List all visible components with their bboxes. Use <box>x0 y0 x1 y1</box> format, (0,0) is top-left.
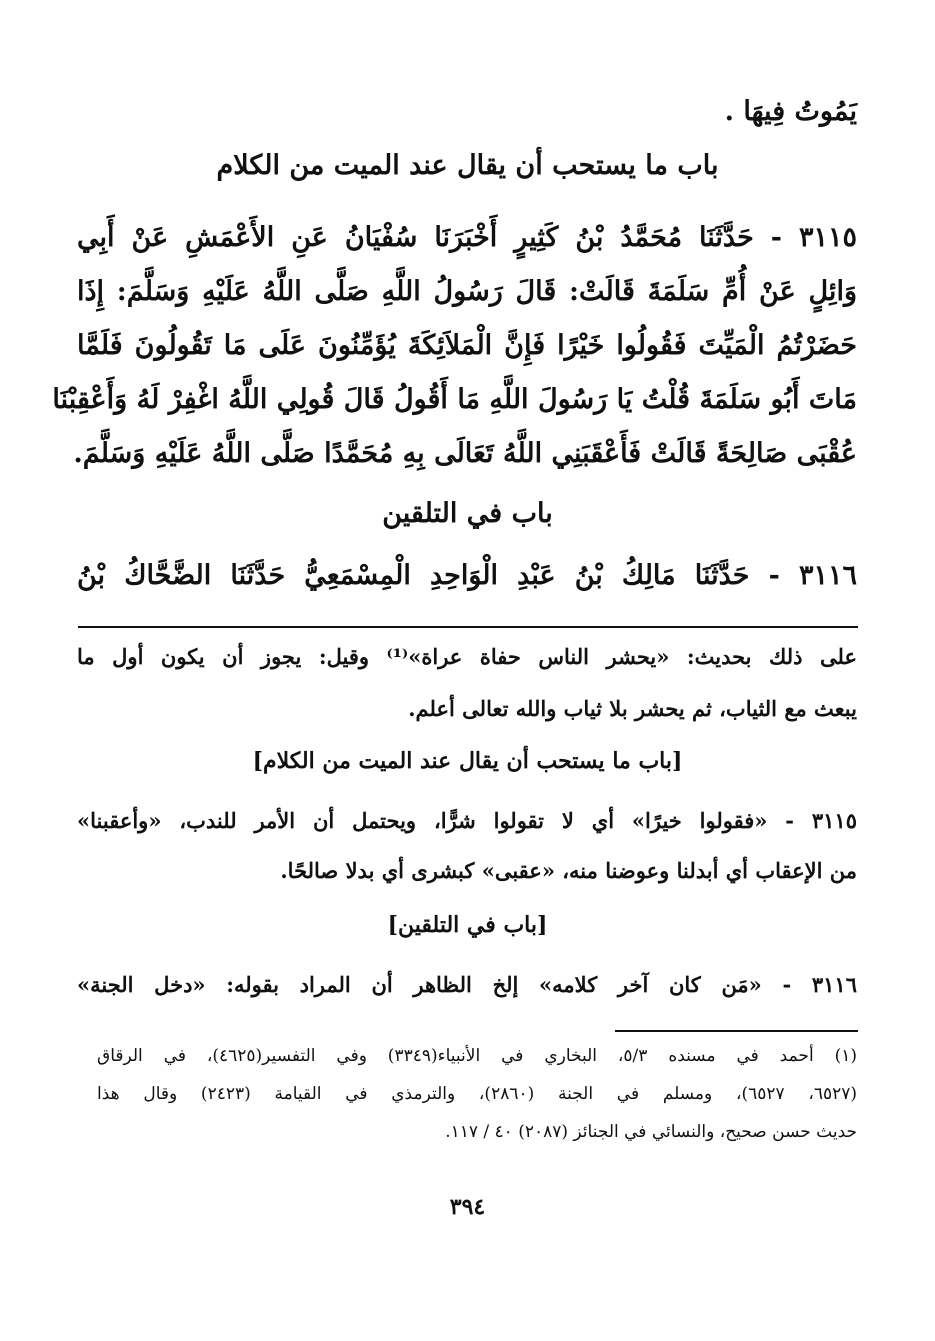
chapter-heading-2: باب في التلقين <box>382 498 553 529</box>
hadith-3115-line-5: عُقْبَى صَالِحَةً قَالَتْ فَأَعْقَبَنِي اللَّهُ تَعَالَى بِهِ مُحَمَّدًا صَلَّى اللَّهُ عَلَيْهِ وَسَلَّمَ. <box>73 438 857 469</box>
commentary-line-2: يبعث مع الثياب، ثم يحشر بلا ثياب والله تعالى أعلم. <box>408 696 857 721</box>
commentary-heading-2: [باب في التلقين] <box>387 912 548 938</box>
commentary-line-1: على ذلك بحديث: «يحشر الناس حفاة عراة»⁽¹⁾ وقيل: يجوز أن يكون أول ما <box>77 644 857 669</box>
text-separator-rule <box>78 626 858 628</box>
commentary-line-4: من الإعقاب أي أبدلنا وعوضنا منه، «عقبى» كبشرى أي بدلا صالحًا. <box>280 858 857 883</box>
commentary-heading-1: [باب ما يستحب أن يقال عند الميت من الكلام] <box>252 748 683 774</box>
hadith-3115-line-2: وَائِلٍ عَنْ أُمِّ سَلَمَةَ قَالَتْ: قَالَ رَسُولُ اللَّهِ صَلَّى اللَّهُ عَلَيْهِ وَسَلَّمَ: إِذَا <box>77 276 857 307</box>
footnote-line-2: (٦٥٢٧، ٦٥٢٧)، ومسلم في الجنة (٢٨٦٠)، والترمذي في القيامة (٢٤٢٣) وقال هذا <box>97 1084 858 1104</box>
hadith-3115-line-3: حَضَرْتُمُ الْمَيِّتَ فَقُولُوا خَيْرًا فَإِنَّ الْمَلاَئِكَةَ يُؤَمِّنُونَ عَلَى مَا تَقُولُونَ فَلَمَّا <box>77 330 857 361</box>
hadith-3115-line-1: ٣١١٥ - حَدَّثَنَا مُحَمَّدُ بْنُ كَثِيرٍ أَخْبَرَنَا سُفْيَانُ عَنِ الأَعْمَشِ عَنْ أَبِي <box>77 222 857 253</box>
hadith-3116-line-1: ٣١١٦ - حَدَّثَنَا مَالِكُ بْنُ عَبْدِ الْوَاحِدِ الْمِسْمَعِيُّ حَدَّثَنَا الضَّحَّاكُ بْنُ <box>77 560 857 591</box>
chapter-heading-1: باب ما يستحب أن يقال عند الميت من الكلام <box>216 150 719 181</box>
page-number: ٣٩٤ <box>449 1194 486 1220</box>
hadith-3115-line-4: مَاتَ أَبُو سَلَمَةَ قُلْتُ يَا رَسُولَ اللَّهِ مَا أَقُولُ قَالَ قُولِي اللَّهُ اغْفِرْ لَهُ وَأَعْقِبْنَا <box>52 384 857 415</box>
footnote-separator-rule <box>615 1030 858 1032</box>
carryover-line: يَمُوتُ فِيهَا . <box>724 96 857 127</box>
commentary-line-5: ٣١١٦ - «مَن كان آخر كلامه» إلخ الظاهر أن المراد بقوله: «دخل الجنة» <box>77 972 857 997</box>
footnote-line-3: حديث حسن صحيح، والنسائي في الجنائز (٢٠٨٧) ٤٠ / ١١٧. <box>445 1122 857 1142</box>
commentary-line-3: ٣١١٥ - «فقولوا خيرًا» أي لا تقولوا شرًّا، ويحتمل أن الأمر للندب، «وأعقبنا» <box>77 808 857 833</box>
footnote-line-1: (١) أحمد في مسنده ٥/٣، البخاري في الأنبياء(٣٣٤٩) وفي التفسير(٤٦٢٥)، في الرقاق <box>97 1046 857 1066</box>
